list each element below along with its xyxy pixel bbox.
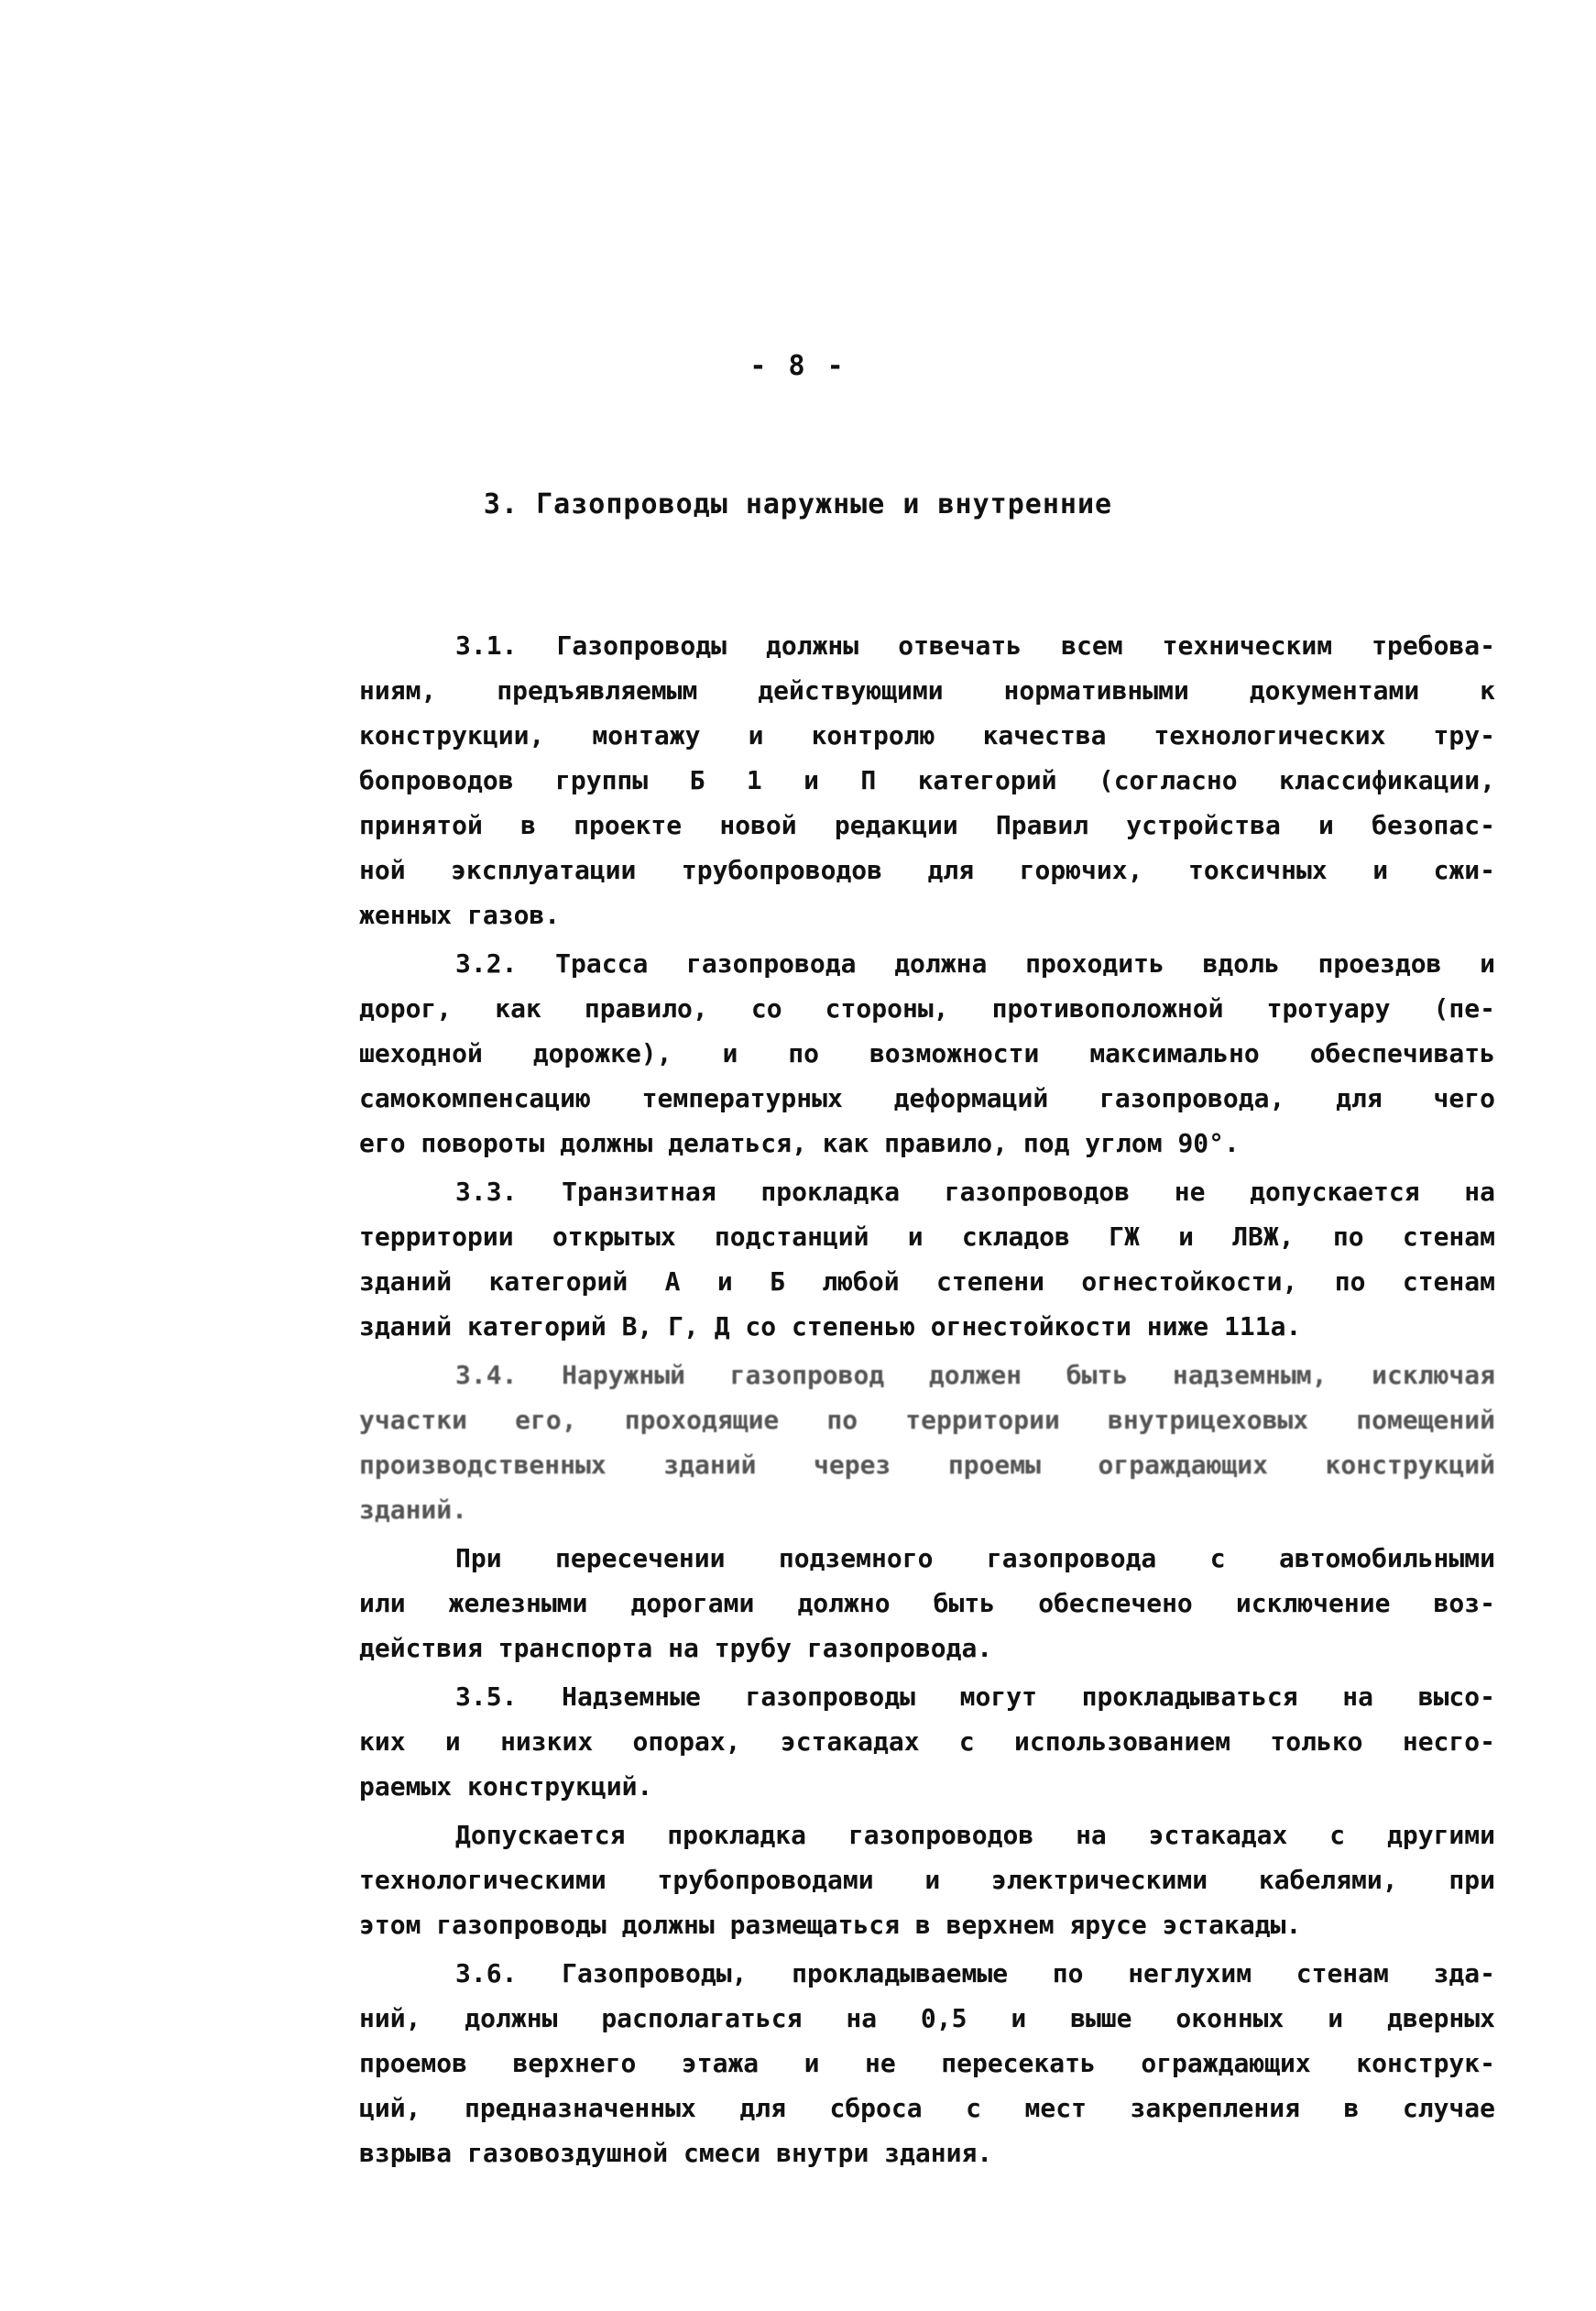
paragraph: [359, 1813, 1495, 1947]
paragraph: [359, 1951, 1495, 2175]
page-number: - 8 -: [749, 350, 847, 382]
text-line: принятой в проекте новой редакции Правил устройства и безопас-: [359, 810, 1495, 840]
text-line: При пересечении подземного газопровода с автомобильными: [455, 1543, 1495, 1573]
paragraph: [359, 1674, 1495, 1809]
text-line: ний, должны располагаться на 0,5 и выше оконных и дверных: [359, 2003, 1495, 2033]
text-line: 3.2. Трасса газопровода должна проходить вдоль проездов и: [455, 948, 1495, 979]
text-line: дорог, как правило, со стороны, противоположной тротуару (пе-: [359, 993, 1495, 1024]
text-line: 3.1. Газопроводы должны отвечать всем техническим требова-: [455, 630, 1495, 661]
text-line: Допускается прокладка газопроводов на эстакадах с другими: [455, 1820, 1495, 1850]
text-line: участки его, проходящие по территории внутрицеховых помещений: [359, 1405, 1495, 1435]
text-line: производственных зданий через проемы ограждающих конструкций: [359, 1450, 1495, 1480]
body-text: [359, 623, 1495, 2179]
paragraph: [359, 1353, 1495, 1532]
paragraph: [359, 1536, 1495, 1670]
text-line: 3.6. Газопроводы, прокладываемые по неглухим стенам зда-: [455, 1958, 1495, 1988]
text-line: 3.4. Наружный газопровод должен быть надземным, исключая: [455, 1360, 1495, 1390]
text-line: 3.5. Надземные газопроводы могут прокладываться на высо-: [455, 1681, 1495, 1712]
text-line: ной эксплуатации трубопроводов для горючих, токсичных и сжи-: [359, 855, 1495, 885]
paragraph: [359, 941, 1495, 1166]
text-line: шеходной дорожке), и по возможности максимально обеспечивать: [359, 1038, 1495, 1068]
text-line: зданий категорий В, Г, Д со степенью огнестойкости ниже 111а.: [359, 1311, 1302, 1342]
text-line: конструкции, монтажу и контролю качества технологических тру-: [359, 720, 1495, 750]
text-line: зданий.: [359, 1495, 468, 1525]
text-line: этом газопроводы должны размещаться в верхнем ярусе эстакады.: [359, 1910, 1302, 1940]
text-line: бопроводов группы Б 1 и П категорий (согласно классификации,: [359, 765, 1495, 795]
text-line: женных газов.: [359, 900, 561, 930]
text-line: зданий категорий А и Б любой степени огнестойкости, по стенам: [359, 1266, 1495, 1297]
text-line: действия транспорта на трубу газопровода.: [359, 1633, 993, 1663]
text-line: территории открытых подстанций и складов ГЖ и ЛВЖ, по стенам: [359, 1221, 1495, 1252]
text-line: 3.3. Транзитная прокладка газопроводов не допускается на: [455, 1177, 1495, 1207]
text-line: его повороты должны делаться, как правило, под углом 90°.: [359, 1128, 1240, 1158]
text-line: или железными дорогами должно быть обеспечено исключение воз-: [359, 1588, 1495, 1618]
text-line: взрыва газовоздушной смеси внутри здания.: [359, 2138, 993, 2168]
paragraph: [359, 623, 1495, 937]
text-line: технологическими трубопроводами и электрическими кабелями, при: [359, 1865, 1495, 1895]
section-title: 3. Газопроводы наружные и внутренние: [483, 488, 1113, 520]
text-line: ких и низких опорах, эстакадах с использованием только несго-: [359, 1726, 1495, 1757]
text-line: самокомпенсацию температурных деформаций газопровода, для чего: [359, 1083, 1495, 1113]
text-line: ниям, предъявляемым действующими нормативными документами к: [359, 675, 1495, 706]
text-line: раемых конструкций.: [359, 1771, 653, 1802]
text-line: проемов верхнего этажа и не пересекать ограждающих конструк-: [359, 2048, 1495, 2078]
paragraph: [359, 1169, 1495, 1349]
text-line: ций, предназначенных для сброса с мест закрепления в случае: [359, 2093, 1495, 2123]
